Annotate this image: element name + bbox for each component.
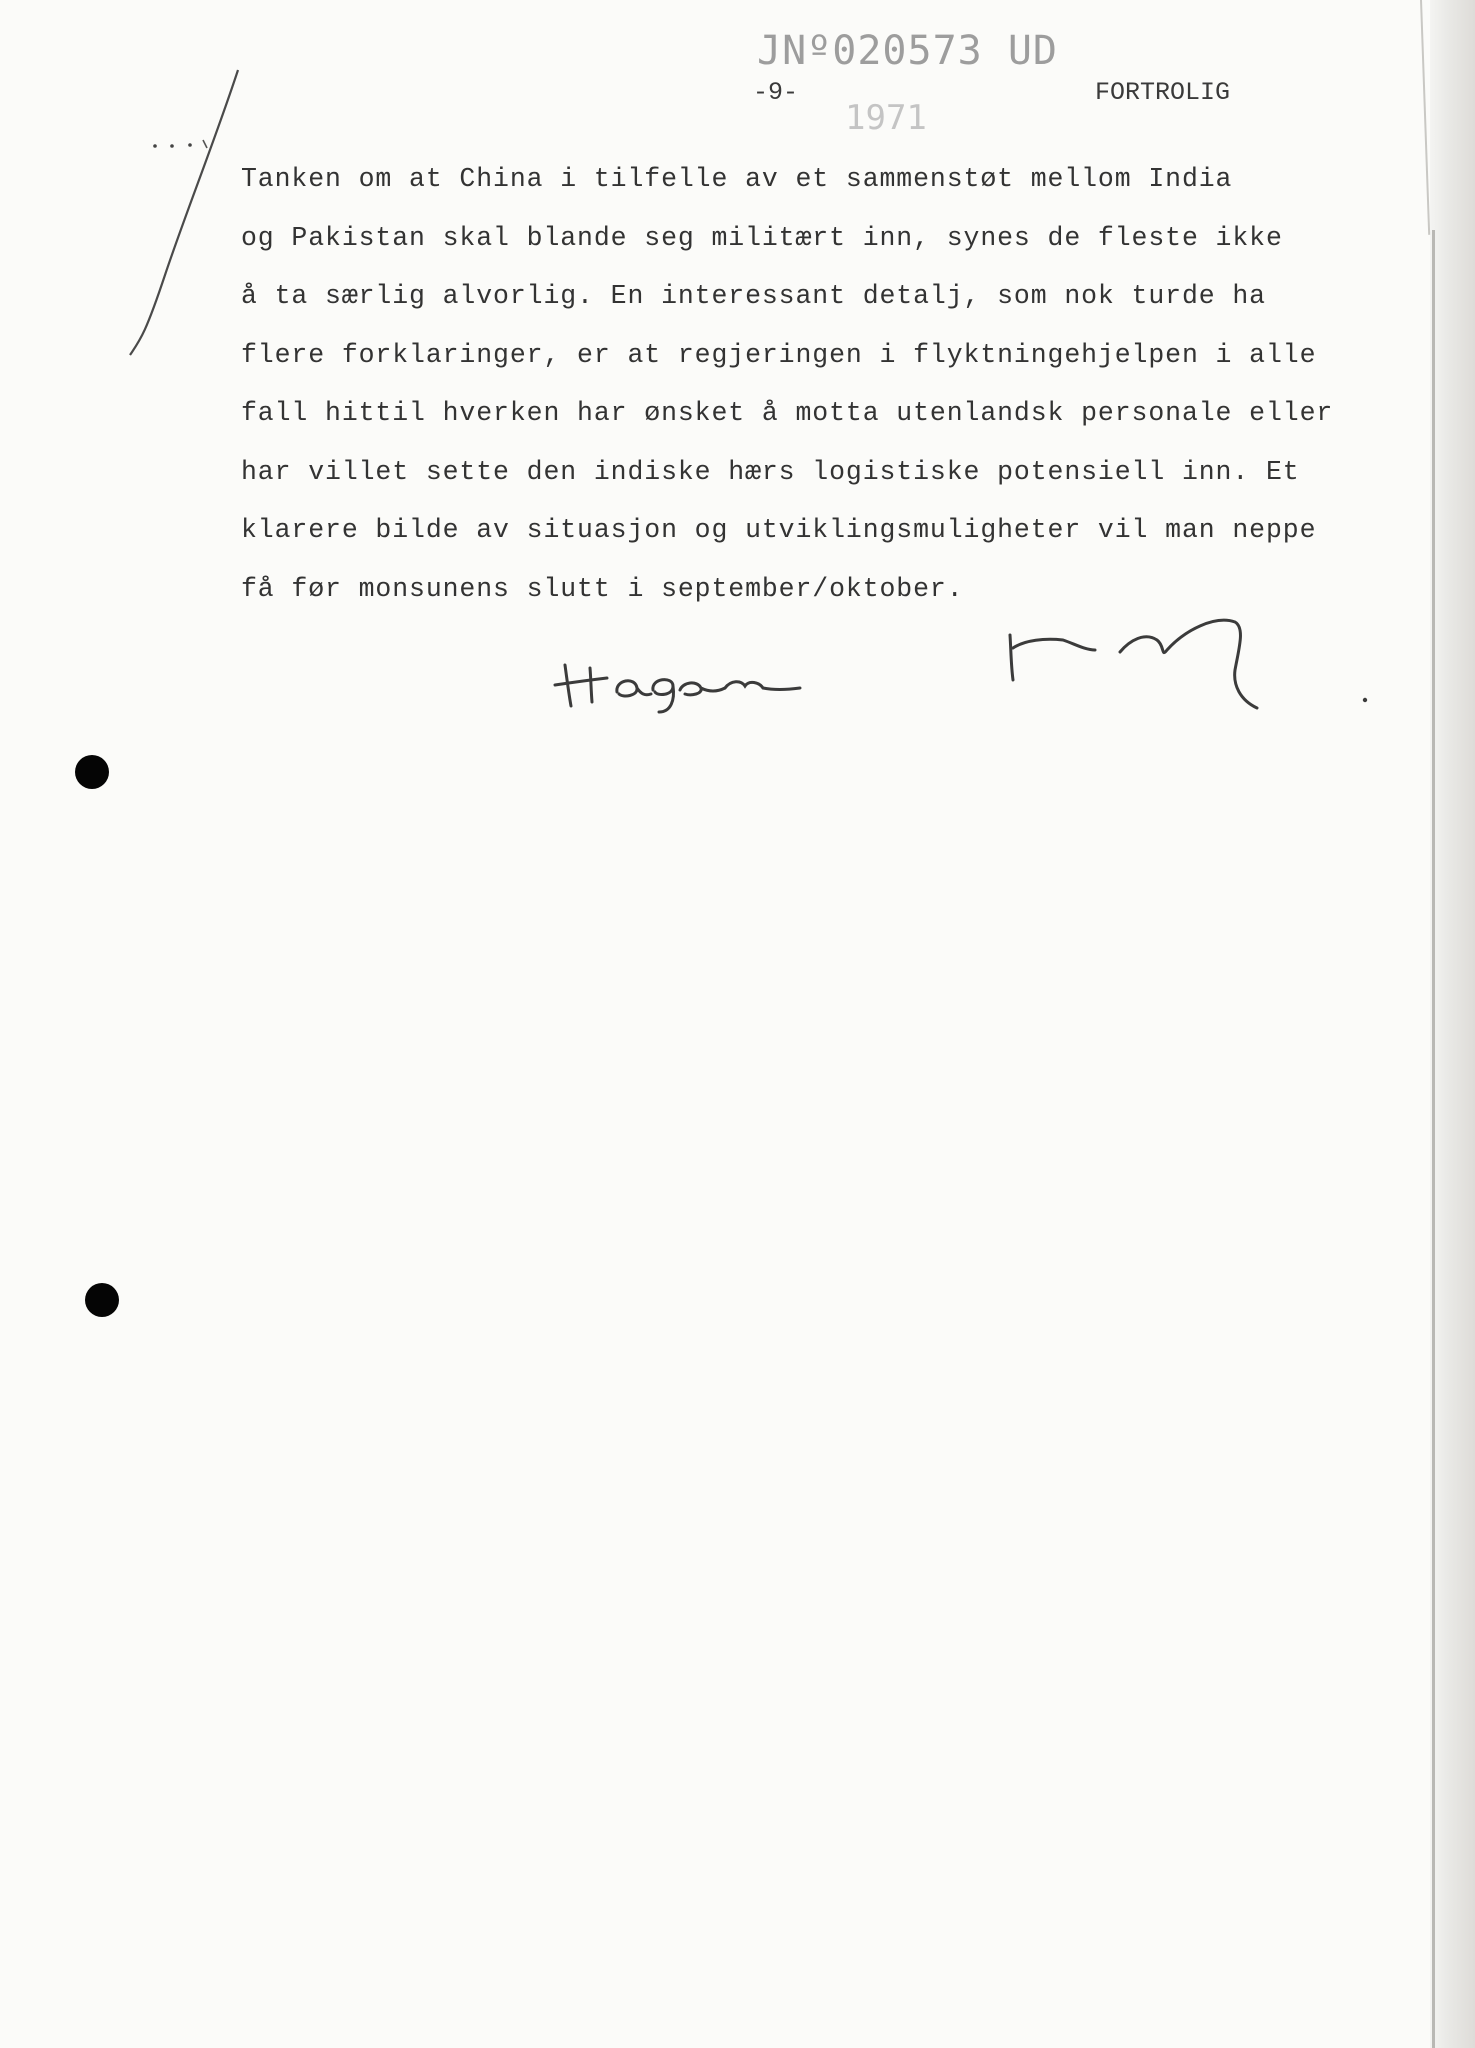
body-line: Tanken om at China i tilfelle av et sammenstøt mellom India — [241, 164, 1233, 194]
body-line: har villet sette den indiske hærs logistiske potensiell inn. Et — [241, 456, 1300, 487]
body-line: og Pakistan skal blande seg militært inn, synes de fleste ikke — [241, 222, 1283, 253]
page-edge-shadow — [1430, 0, 1475, 2048]
page-number: -9- — [753, 78, 799, 107]
page-fold-line — [1420, 0, 1430, 235]
body-line: flere forklaringer, er at regjeringen i flyktningehjelpen i alle — [241, 339, 1317, 370]
punch-hole — [75, 755, 109, 789]
handwritten-signature — [545, 610, 1385, 720]
margin-pen-stroke — [0, 0, 260, 800]
journal-stamp: JNº020573 UD — [757, 28, 1058, 74]
body-paragraph — [241, 150, 1391, 618]
body-line: å ta særlig alvorlig. En interessant detalj, som nok turde ha — [241, 281, 1266, 311]
punch-hole — [85, 1283, 119, 1317]
body-line: fall hittil hverken har ønsket å motta utenlandsk personale eller — [241, 398, 1334, 428]
journal-stamp-year: 1971 — [845, 98, 927, 138]
page-edge-line — [1432, 230, 1435, 2048]
body-line: klarere bilde av situasjon og utviklingsmuligheter vil man neppe — [241, 515, 1317, 545]
body-line: få før monsunens slutt i september/oktober. — [241, 573, 964, 604]
classification-label: FORTROLIG — [1095, 78, 1231, 107]
